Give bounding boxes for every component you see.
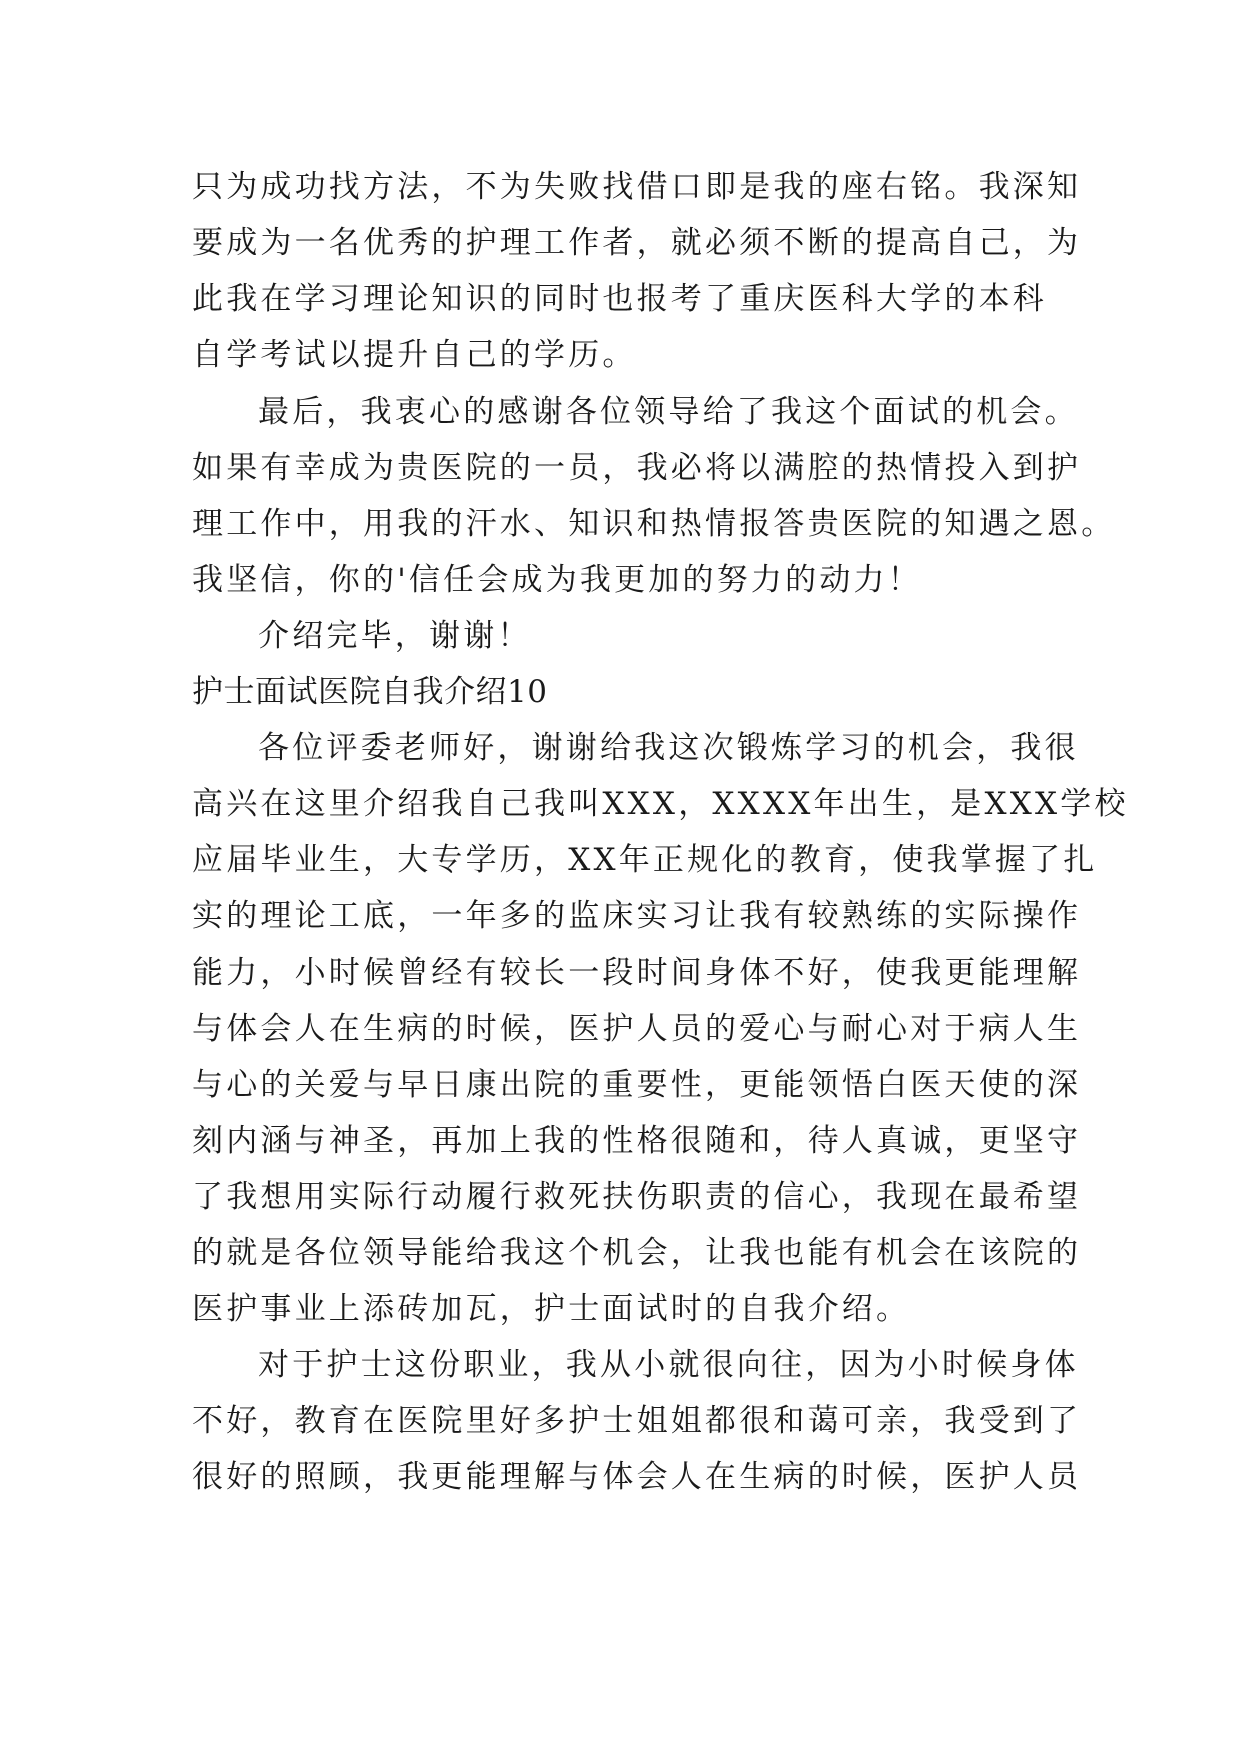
paragraph-line: 很好的照顾，我更能理解与体会人在生病的时候，医护人员: [192, 1459, 1082, 1495]
paragraph-line: 要成为一名优秀的护理工作者，就必须不断的提高自己，为: [192, 225, 1082, 261]
paragraph-line: 高兴在这里介绍我自己我叫XXX，XXXX年出生，是XXX学校: [192, 786, 1129, 822]
paragraph-line: 与心的关爱与早日康出院的重要性，更能领悟白医天使的深: [192, 1067, 1082, 1103]
paragraph-line: 应届毕业生，大专学历，XX年正规化的教育，使我掌握了扎: [192, 842, 1098, 878]
paragraph-line: 此我在学习理论知识的同时也报考了重庆医科大学的本科: [192, 281, 1047, 317]
paragraph-line: 只为成功找方法，不为失败找借口即是我的座右铭。我深知: [192, 169, 1082, 205]
paragraph-line: 对于护士这份职业，我从小就很向往，因为小时候身体: [258, 1347, 1079, 1383]
paragraph-line: 能力，小时候曾经有较长一段时间身体不好，使我更能理解: [192, 955, 1082, 991]
paragraph-line: 的就是各位领导能给我这个机会，让我也能有机会在该院的: [192, 1235, 1082, 1271]
paragraph-line: 自学考试以提升自己的学历。: [192, 337, 637, 373]
paragraph-line: 如果有幸成为贵医院的一员，我必将以满腔的热情投入到护: [192, 450, 1082, 486]
paragraph-line: 刻内涵与神圣，再加上我的性格很随和，待人真诚，更坚守: [192, 1123, 1082, 1159]
paragraph-line: 各位评委老师好，谢谢给我这次锻炼学习的机会，我很: [258, 730, 1079, 766]
paragraph-line: 理工作中，用我的汗水、知识和热情报答贵医院的知遇之恩。: [192, 506, 1116, 542]
paragraph-line: 实的理论工底，一年多的监床实习让我有较熟练的实际操作: [192, 898, 1082, 934]
section-heading: 护士面试医院自我介绍10: [192, 674, 548, 710]
paragraph-line: 医护事业上添砖加瓦，护士面试时的自我介绍。: [192, 1291, 911, 1327]
paragraph-line: 最后，我衷心的感谢各位领导给了我这个面试的机会。: [258, 394, 1079, 430]
paragraph-line: 了我想用实际行动履行救死扶伤职责的信心，我现在最希望: [192, 1179, 1082, 1215]
paragraph-line: 不好，教育在医院里好多护士姐姐都很和蔼可亲，我受到了: [192, 1403, 1082, 1439]
paragraph-line: 我坚信，你的'信任会成为我更加的努力的动力！: [192, 562, 922, 598]
paragraph-line: 介绍完毕，谢谢！: [258, 618, 532, 654]
paragraph-line: 与体会人在生病的时候，医护人员的爱心与耐心对于病人生: [192, 1011, 1082, 1047]
